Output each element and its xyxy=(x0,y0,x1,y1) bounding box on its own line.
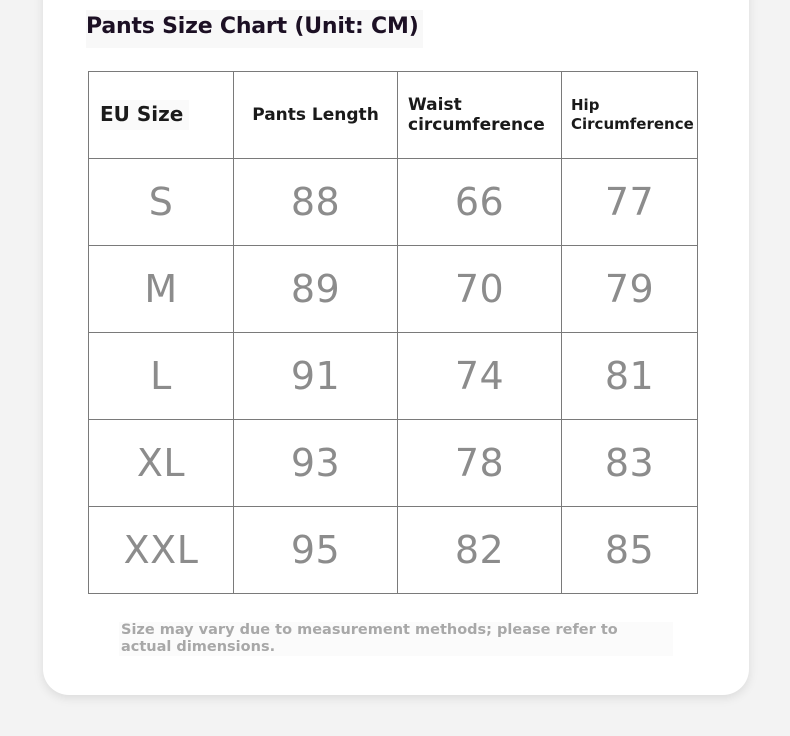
header-hip-line2: Circumference xyxy=(571,115,694,133)
cell-waist: 70 xyxy=(398,246,562,333)
table-header-row xyxy=(89,72,698,159)
cell-size: XL xyxy=(89,420,234,507)
cell-size: S xyxy=(89,159,234,246)
header-eu-size xyxy=(89,72,234,159)
table-row xyxy=(89,420,698,507)
cell-hip: 81 xyxy=(562,333,698,420)
header-waist-line1: Waist xyxy=(408,95,462,115)
header-waist-line2: circumference xyxy=(408,115,545,135)
size-table xyxy=(88,71,698,594)
cell-waist: 66 xyxy=(398,159,562,246)
cell-hip: 85 xyxy=(562,507,698,594)
header-pants-length: Pants Length xyxy=(234,72,398,159)
cell-size: L xyxy=(89,333,234,420)
cell-size: XXL xyxy=(89,507,234,594)
cell-length: 88 xyxy=(234,159,398,246)
cell-hip: 77 xyxy=(562,159,698,246)
table-row xyxy=(89,507,698,594)
header-hip-circumference xyxy=(562,72,698,159)
table-row xyxy=(89,333,698,420)
cell-length: 89 xyxy=(234,246,398,333)
header-hip-line1: Hip xyxy=(571,96,600,114)
table-row xyxy=(89,246,698,333)
header-waist-circumference xyxy=(398,72,562,159)
cell-hip: 79 xyxy=(562,246,698,333)
measurement-note: Size may vary due to measurement methods; please refer to actual dimensions. xyxy=(119,622,673,656)
cell-waist: 78 xyxy=(398,420,562,507)
header-eu-size-label: EU Size xyxy=(100,100,189,130)
cell-hip: 83 xyxy=(562,420,698,507)
cell-length: 91 xyxy=(234,333,398,420)
cell-length: 95 xyxy=(234,507,398,594)
cell-waist: 82 xyxy=(398,507,562,594)
cell-size: M xyxy=(89,246,234,333)
page-title: Pants Size Chart (Unit: CM) xyxy=(86,10,423,48)
cell-waist: 74 xyxy=(398,333,562,420)
table-row xyxy=(89,159,698,246)
cell-length: 93 xyxy=(234,420,398,507)
